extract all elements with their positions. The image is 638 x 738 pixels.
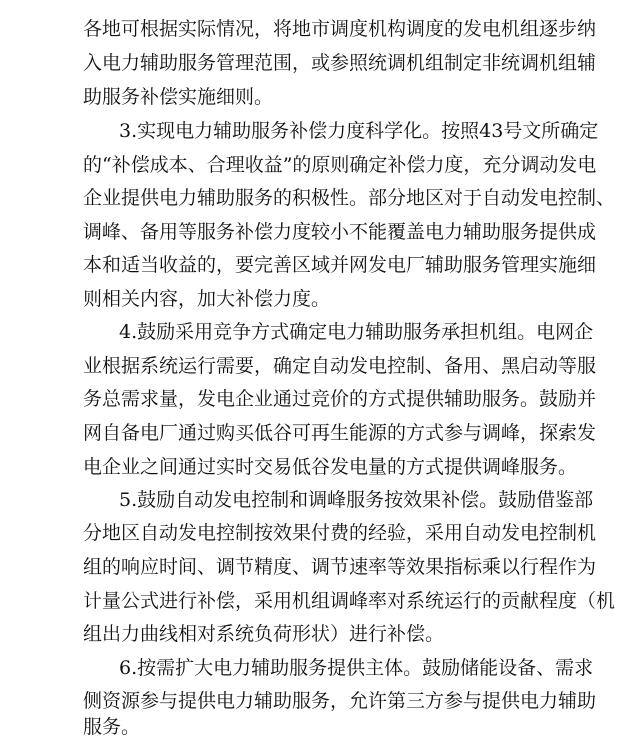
text-line: 3.实现电力辅助服务补偿力度科学化。按照43号文所确定 <box>119 120 599 142</box>
text-line: 6.按需扩大电力辅助服务提供主体。鼓励储能设备、需求 <box>119 657 594 679</box>
text-line: 计量公式进行补偿，采用机组调峰率对系统运行的贡献程度（机 <box>83 590 616 612</box>
text-line: 5.鼓励自动发电控制和调峰服务按效果补偿。鼓励借鉴部 <box>119 489 594 511</box>
text-line: 网自备电厂通过购买低谷可再生能源的方式参与调峰，探索发 <box>83 422 597 444</box>
text-line: 业根据系统运行需要，确定自动发电控制、备用、黑启动等服 <box>83 355 597 377</box>
text-line: 助服务补偿实施细则。 <box>83 86 274 108</box>
text-line: 电企业之间通过实时交易低谷发电量的方式提供调峰服务。 <box>83 456 578 478</box>
text-line: 企业提供电力辅助服务的积极性。部分地区对于自动发电控制、 <box>83 187 616 209</box>
text-line: 服务。 <box>83 716 141 738</box>
text-line: 组的响应时间、调节精度、调节速率等效果指标乘以行程作为 <box>83 556 597 578</box>
text-line: 入电力辅助服务管理范围，或参照统调机组制定非统调机组辅 <box>83 52 597 74</box>
text-line: 则相关内容，加大补偿力度。 <box>83 288 331 310</box>
text-line: 侧资源参与提供电力辅助服务，允许第三方参与提供电力辅助 <box>83 690 597 712</box>
text-line: 务总需求量，发电企业通过竞价的方式提供辅助服务。鼓励并 <box>83 388 597 410</box>
text-line: 本和适当收益的，要完善区域并网发电厂辅助服务管理实施细 <box>83 254 597 276</box>
text-line: 分地区自动发电控制按效果付费的经验，采用自动发电控制机 <box>83 522 597 544</box>
text-line: 4.鼓励采用竞争方式确定电力辅助服务承担机组。电网企 <box>119 321 594 343</box>
text-line: 组出力曲线相对系统负荷形状）进行补偿。 <box>83 623 445 645</box>
text-line: 的“补偿成本、合理收益”的原则确定补偿力度，充分调动发电 <box>83 154 597 176</box>
text-line: 各地可根据实际情况，将地市调度机构调度的发电机组逐步纳 <box>83 18 597 40</box>
text-line: 调峰、备用等服务补偿力度较小不能覆盖电力辅助服务提供成 <box>83 221 597 243</box>
